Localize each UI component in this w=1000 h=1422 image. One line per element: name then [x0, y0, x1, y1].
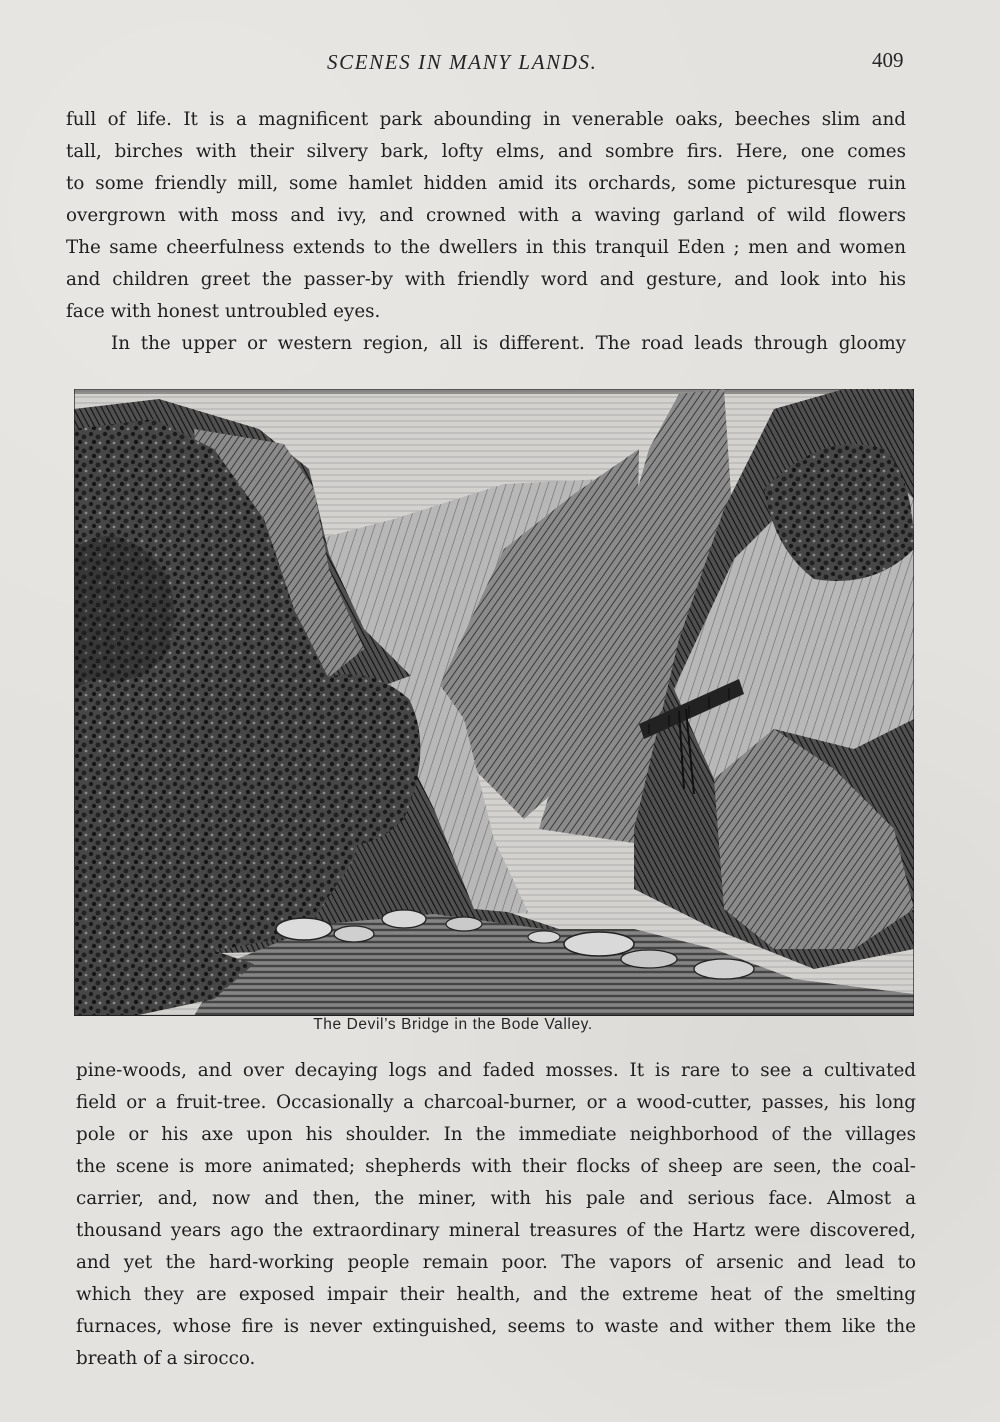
text-line: breath of a sirocco.: [76, 1348, 256, 1369]
text-line: carrier, and, now and then, the miner, with his pale and serious face. Almost a: [76, 1188, 916, 1209]
page-number: 409: [872, 48, 904, 72]
text-line: pole or his axe upon his shoulder. In the immediate neighborhood of the villages: [76, 1124, 916, 1145]
text-line: field or a fruit-tree. Occasionally a charcoal-burner, or a wood-cutter, passes, his long: [76, 1092, 916, 1113]
figure-caption: The Devil’s Bridge in the Bode Valley.: [313, 1016, 593, 1033]
text-line: to some friendly mill, some hamlet hidden amid its orchards, some picturesque ruin: [66, 173, 906, 194]
text-line: overgrown with moss and ivy, and crowned with a waving garland of wild flowers: [66, 205, 906, 226]
text-line: The same cheerfulness extends to the dwellers in this tranquil Eden ; men and women: [66, 237, 906, 258]
bottom-paragraphs: [76, 1055, 916, 1375]
text-line: tall, birches with their silvery bark, lofty elms, and sombre firs. Here, one comes: [66, 141, 906, 162]
text-line: pine-woods, and over decaying logs and faded mosses. It is rare to see a cultivated: [76, 1060, 916, 1081]
text-line: In the upper or western region, all is different. The road leads through gloomy: [111, 333, 906, 354]
text-line: full of life. It is a magnificent park abounding in venerable oaks, beeches slim and: [66, 109, 906, 130]
running-title: SCENES IN MANY LANDS.: [327, 50, 598, 74]
text-line: the scene is more animated; shepherds with their flocks of sheep are seen, the coal-: [76, 1156, 916, 1177]
engraving-figure: [74, 389, 914, 1019]
text-line: and children greet the passer-by with friendly word and gesture, and look into his: [66, 269, 906, 290]
running-head: [0, 50, 1000, 80]
top-paragraphs: [66, 104, 906, 360]
text-line: which they are exposed impair their health, and the extreme heat of the smelting: [76, 1284, 916, 1305]
text-line: face with honest untroubled eyes.: [66, 301, 381, 322]
text-line: thousand years ago the extraordinary mineral treasures of the Hartz were discovered,: [76, 1220, 916, 1241]
text-line: and yet the hard-working people remain poor. The vapors of arsenic and lead to: [76, 1252, 916, 1273]
text-line: furnaces, whose fire is never extinguished, seems to waste and wither them like the: [76, 1316, 916, 1337]
devils-bridge-engraving: [74, 389, 914, 1016]
